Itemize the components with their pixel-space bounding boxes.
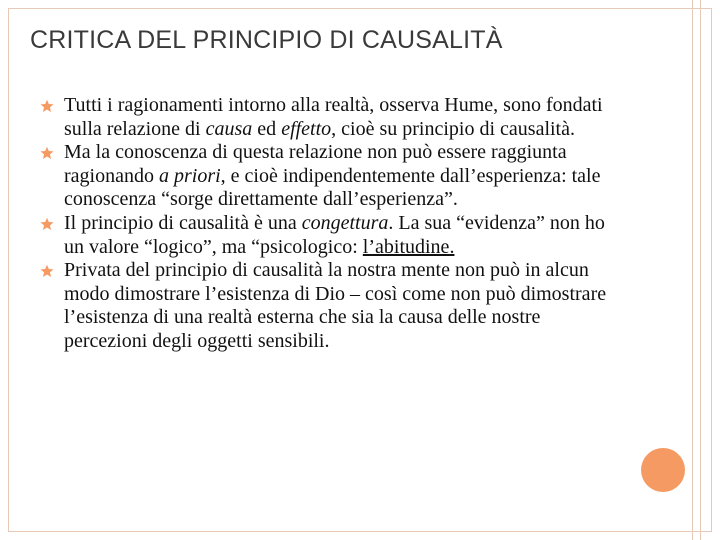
right-margin-rule (700, 0, 701, 540)
bullet-underlined-text: l’abitudine. (362, 235, 455, 258)
bullet-text: Privata del principio di causalità la nostra mente non può in alcun modo dimostrare l’esistenza di Dio – così come non può dimostrare l’esistenza di una realtà esterna che sia la causa delle nostre percezioni degli oggetti sensibili. (64, 259, 607, 352)
bullet-emphasis: a priori (158, 164, 221, 187)
bullet-list (40, 94, 628, 354)
star-bullet-icon (40, 217, 54, 231)
bullet-text: Il principio di causalità è una (64, 211, 302, 234)
bullet-text: , e cioè indipendentemente dall’esperienza: tale conoscenza “sorge direttamente dall’esperienza”. (64, 164, 601, 211)
bullet-item (40, 212, 628, 259)
bullet-text: Tutti i ragionamenti intorno alla realtà, osserva Hume, sono fondati sulla relazione di (64, 94, 603, 140)
bullet-text: . La sua “evidenza” non ho un valore “logico”, ma “psicologico: (64, 211, 605, 258)
star-bullet-icon (40, 146, 54, 160)
bullet-emphasis: congettura (301, 211, 389, 234)
bullet-emphasis: effetto (281, 117, 332, 140)
bullet-item (40, 259, 628, 353)
right-margin-rule (692, 0, 693, 540)
slide-title: CRITICA DEL PRINCIPIO DI CAUSALITÀ (30, 26, 503, 54)
bullet-text: Ma la conoscenza di questa relazione non può essere raggiunta ragionando (64, 141, 567, 187)
decorative-circle (641, 448, 685, 492)
star-bullet-icon (40, 264, 54, 278)
star-bullet-icon (40, 99, 54, 113)
bullet-text: , cioè su principio di causalità. (331, 117, 575, 140)
bullet-item (40, 141, 628, 212)
bullet-item (40, 94, 628, 141)
bullet-text: ed (252, 117, 282, 140)
bullet-emphasis: causa (205, 117, 253, 140)
